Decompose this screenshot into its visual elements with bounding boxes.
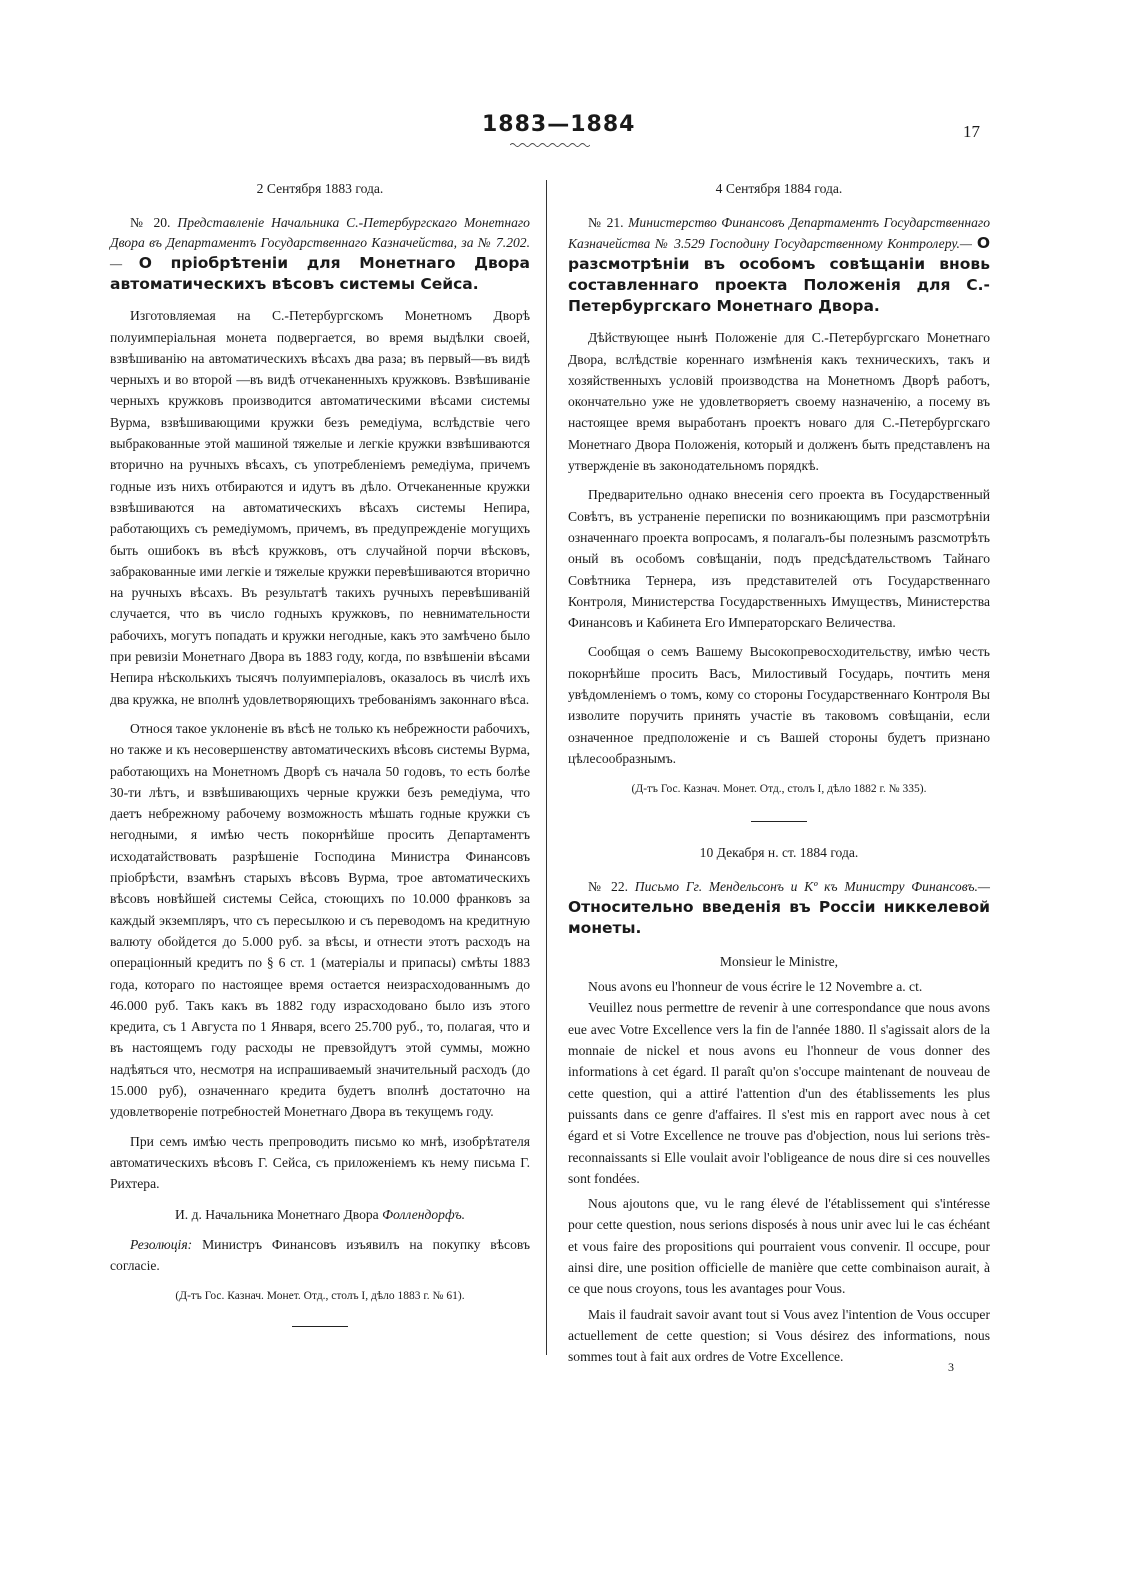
right-entry2-title-italic: Письмо Гг. Мендельсонъ и Kº къ Министру Финансовъ.— [634, 878, 990, 894]
left-entry-number: № 20. [130, 215, 171, 231]
left-archive-reference: (Д-тъ Гос. Казнач. Монет. Отд., столъ I, дѣло 1883 г. № 61). [175, 1290, 465, 1303]
header-ornament [510, 142, 590, 148]
header-years: 1883—1884 [482, 112, 636, 137]
left-column [110, 178, 530, 1327]
left-end-rule [292, 1326, 348, 1327]
left-entry-date: 2 Сентября 1883 года. [256, 181, 384, 196]
right-entry-date: 4 Сентября 1884 года. [715, 181, 843, 196]
right-entry2-date: 10 Декабря н. ст. 1884 года. [699, 844, 859, 860]
left-entry-heading [110, 213, 530, 295]
french-paragraph-3: Nous ajoutons que, vu le rang élevé de l'établissement qui s'intéresse pour cette question, nous serions disposés à nous unir avec lui le cas échéant et vous faire des propositions qui pourraient vous convenir. Il occupe, pour ainsi dire, une position officielle de manière que cette combinaison aurait, à ce que nous croyons, tous les avantages pour Vous. [568, 1196, 990, 1297]
left-entry-title-bold: О пріобрѣтеніи для Монетнаго Двора автоматическихъ вѣсовъ системы Сейса. [110, 254, 530, 294]
left-entry-title-italic: Представленіе Начальника С.-Петербургскаго Монетнаго Двора въ Департаментъ Государственнаго Казначейства, за № 7.202.— [110, 215, 530, 272]
french-paragraph-1: Nous avons eu l'honneur de vous écrire le 12 Novembre a. ct. [588, 979, 923, 995]
left-paragraph-3: При семъ имѣю честь препроводить письмо ко мнѣ, изобрѣтателя автоматическихъ вѣсовъ Г. Сейса, съ приложеніемъ къ нему письма Г. Рихтера. [110, 1133, 530, 1192]
right-entry2-title-bold: Относительно введенія въ Россіи никкелевой монеты. [568, 897, 990, 937]
right-entry2-number: № 22. [588, 878, 629, 894]
left-signature [110, 1204, 530, 1225]
right-entry-heading [568, 213, 990, 317]
right-archive-reference: (Д-тъ Гос. Казнач. Монет. Отд., столъ I, дѣло 1882 г. № 335). [631, 783, 927, 796]
right-entry-number: № 21. [588, 215, 624, 231]
page-number: 17 [963, 122, 980, 141]
french-salutation: Monsieur le Ministre, [719, 953, 839, 969]
right-column [568, 178, 990, 1367]
left-resolution-text: Министръ Финансовъ изъявилъ на покупку вѣсовъ согласіе. [110, 1236, 530, 1274]
right-section-rule [751, 821, 807, 822]
left-paragraph-1: Изготовляемая на С.-Петербургскомъ Монетномъ Дворѣ полуимперіальная монета подвергается, во время выдѣлки своей, взвѣшиванію на автоматическихъ вѣсахъ два раза; въ первый—въ видѣ черныхъ и во второй —въ видѣ отчеканенныхъ кружковъ. Взвѣшиваніе черныхъ кружковъ производится автоматическими вѣсами системы Вурма, взвѣшивающими кружки безъ ремедіума, вслѣдствіе чего выбракованные этой машиной тяжелые и легкіе кружки взвѣшиваются вторично на ручныхъ вѣсахъ, съ употребленіемъ ремедіума, причемъ годные изъ нихъ отбираются и идутъ въ дѣло. Отчеканенные кружки взвѣшиваются на автоматическихъ вѣсахъ системы Непира, работающихъ съ ремедіумомъ, причемъ, въ предупрежденіе могущихъ быть ошибокъ въ вѣсѣ кружковъ, отъ случайной порчи вѣсковъ, забракованные ими легкіе и тяжелые кружки перевѣшиваются вторично на ручныхъ вѣсахъ. Въ результатѣ такихъ ручныхъ перевѣшиваній случается, что въ число годныхъ кружковъ, по невнимательности рабочихъ, могутъ попадать и кружки негодные, какъ это замѣчено было при ревизіи Монетнаго Двора въ 1883 году, когда, по взвѣшеніи вѣсами Непира нѣсколькихъ тысячъ полуимперіаловъ, оказалось въ числѣ ихъ два кружка, не вполнѣ удовлетворяющихъ требованіямъ законнаго вѣса. [110, 308, 530, 707]
right-paragraph-1: Дѣйствующее нынѣ Положеніе для С.-Петербургскаго Монетнаго Двора, вслѣдствіе кореннаго измѣненія какъ техническихъ, такъ и хозяйственныхъ условій производства на Монетномъ Дворѣ работъ, окончательно уже не удовлетворяетъ своему назначенію, а посему въ настоящее время выработанъ проектъ новаго для С.-Петербургскаго Монетнаго Двора Положенія, который и долженъ быть представленъ на утвержденіе въ законодательномъ порядкѣ. [568, 330, 990, 474]
right-entry2-heading [568, 877, 990, 939]
right-entry-title-bold: О разсмотрѣніи въ особомъ совѣщаніи вновь составленнаго проекта Положенія для С.-Петербургскаго Монетнаго Двора. [568, 234, 990, 316]
left-resolution-label: Резолюція: [130, 1236, 193, 1252]
left-signature-name: Фоллендорфъ. [382, 1207, 466, 1223]
column-divider [546, 180, 547, 1355]
left-paragraph-2: Относя такое уклоненіе въ вѣсѣ не только къ небрежности рабочихъ, но также и къ несовершенству автоматическихъ вѣсовъ системы Вурма, работающихъ на Монетномъ Дворѣ съ начала 50 годовъ, то есть болѣе 30-ти лѣтъ, и взвѣшивающихъ черные кружки безъ ремедіума, что даетъ небрежному рабочему возможность мѣшать годные кружки съ негодными, я имѣю честь покорнѣйше просить Департаментъ исходатайствовать разрѣшеніе Господина Министра Финансовъ пріобрѣсти, взамѣнъ старыхъ вѣсовъ Вурма, трое автоматическихъ вѣсовъ новѣйшей системы Сейса, стоющихъ по 10.000 франковъ за каждый экземпляръ, что съ пересылкою и съ переводомъ на кредитную валюту обойдется до 5.000 руб. за вѣсы, и отнести этотъ расходъ на операціонный кредитъ по § 6 ст. 1 (матеріалы и припасы) смѣты 1883 года, котораго по настоящее время остается неизрасходованнымъ до 46.000 руб. Такъ какъ въ 1882 году израсходовано было изъ этого кредита, съ 1 Августа по 1 Января, всего 25.700 руб., то, полагая, что и въ настоящемъ году расходы не превзойдутъ этой суммы, можно надѣяться что, несмотря на испрашиваемый значительный расходъ (до 15.000 руб), означеннаго кредита будетъ вполнѣ достаточно на удовлетвореніе потребностей Монетнаго Двора въ текущемъ году. [110, 720, 530, 1120]
french-paragraph-2: Veuillez nous permettre de revenir à une correspondance que nous avons eue avec Votre Excellence vers la fin de l'année 1880. Il s'agissait alors de la monnaie de nickel et nous avons eu l'honneur de vous donner des informations à cet égard. Il paraît qu'on s'occupe maintenant de nouveau de cette question, qui a attiré l'attention d'un des établissements les plus puissants dans ce genre d'affaires. Il s'est mis en rapport avec nous à cet égard et si Votre Excellence ne trouve pas d'objection, nous lui serions très-reconnaissants si Elle voulait avoir l'obligeance de nous dire si ces nouvelles sont fondées. [568, 1000, 990, 1186]
left-signature-prefix: И. д. Начальника Монетнаго Двора [174, 1207, 379, 1223]
right-entry-title-italic: Министерство Финансовъ Департаментъ Государственнаго Казначейства № 3.529 Господину Государственному Контролеру.— [568, 215, 990, 252]
left-resolution [110, 1234, 530, 1277]
french-paragraph-4: Mais il faudrait savoir avant tout si Vous avez l'intention de Vous occuper actuellement de cette question; si Vous désirez des informations, nous sommes tout à fait aux ordres de Votre Excellence. [568, 1306, 990, 1365]
signature-mark: 3 [948, 1360, 954, 1374]
right-paragraph-2: Предварительно однако внесенія сего проекта въ Государственный Совѣтъ, въ устраненіе переписки по возникающимъ при разсмотрѣніи означеннаго проекта вопросамъ, я полагалъ-бы полезнымъ разсмотрѣть оный въ особомъ совѣщаніи, подъ предсѣдательствомъ Тайнаго Совѣтника Тернера, изъ представителей отъ Государственнаго Контроля, Министерства Государственныхъ Имуществъ, Министерства Финансовъ и Кабинета Его Императорскаго Величества. [568, 487, 990, 631]
right-paragraph-3: Сообщая о семъ Вашему Высокопревосходительству, имѣю честь покорнѣйше просить Васъ, Милостивый Государь, почтить меня увѣдомленіемъ о томъ, кому со стороны Государственнаго Контроля Вы изволите поручить принять участіе въ таковомъ совѣщаніи, если означенное предположеніе и съ Вашей стороны будетъ признано цѣлесообразнымъ. [568, 644, 990, 766]
